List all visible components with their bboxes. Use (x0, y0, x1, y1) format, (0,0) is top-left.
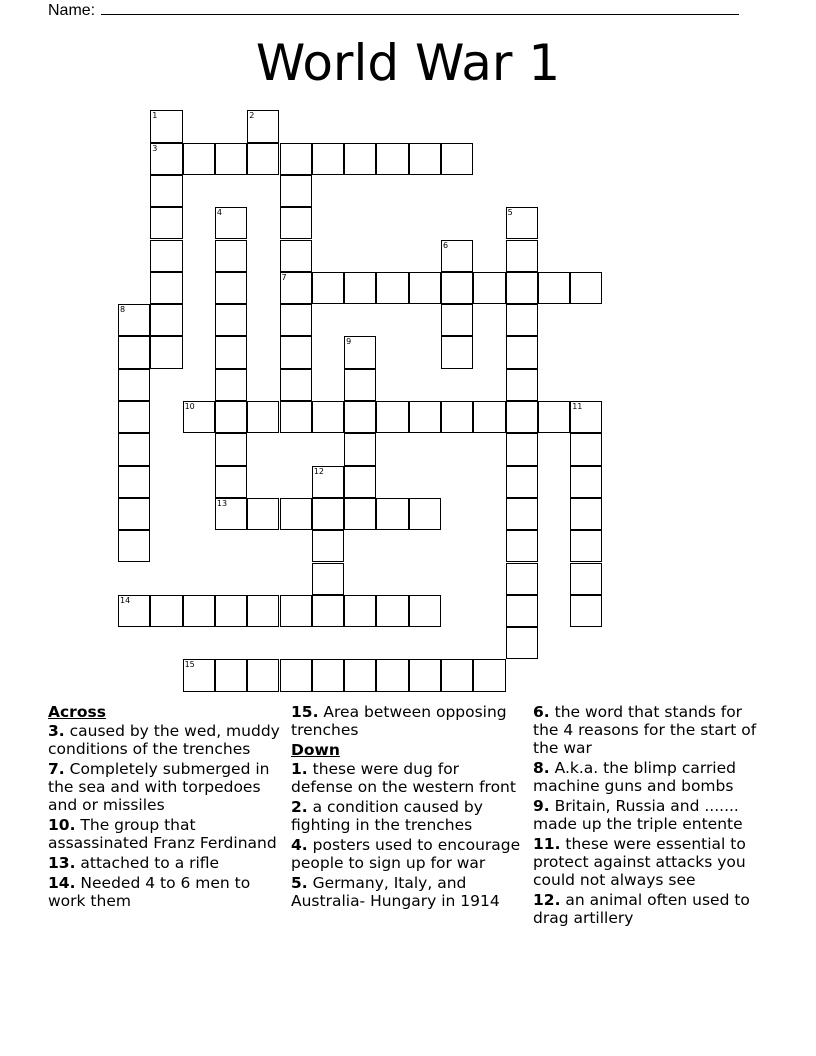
crossword-cell[interactable] (312, 401, 344, 433)
crossword-cell[interactable] (441, 143, 473, 175)
crossword-cell[interactable] (506, 627, 538, 659)
down-clue-4 (291, 836, 523, 872)
crossword-cell[interactable] (344, 466, 376, 498)
crossword-cell[interactable] (506, 530, 538, 562)
crossword-cell[interactable] (150, 304, 182, 336)
crossword-cell[interactable] (183, 659, 215, 691)
clue-text: caused by the wed, muddy conditions of the trenches (48, 722, 280, 758)
cell-number: 11 (572, 402, 583, 411)
crossword-cell[interactable] (312, 563, 344, 595)
down-clue-12 (533, 891, 768, 927)
crossword-cell[interactable] (150, 336, 182, 368)
clue-number: 2. (291, 798, 308, 816)
down-clue-6 (533, 703, 768, 757)
crossword-cell[interactable] (506, 369, 538, 401)
across-clue-10 (48, 816, 288, 852)
crossword-cell[interactable] (280, 240, 312, 272)
clue-text: A.k.a. the blimp carried machine guns and bombs (533, 759, 736, 795)
cell-number: 15 (184, 660, 195, 670)
crossword-cell[interactable] (570, 498, 602, 530)
crossword-cell[interactable] (215, 466, 247, 498)
crossword-cell[interactable] (118, 530, 150, 562)
crossword-cell[interactable] (215, 143, 247, 175)
crossword-cell[interactable] (247, 110, 279, 142)
cell-number: 2 (249, 111, 255, 121)
crossword-cell[interactable] (280, 401, 312, 433)
crossword-cell[interactable] (312, 659, 344, 691)
crossword-cell[interactable] (570, 401, 602, 433)
clue-text: Britain, Russia and ....... made up the triple entente (533, 797, 743, 833)
crossword-cell[interactable] (215, 401, 247, 433)
across-heading: Across (48, 703, 106, 721)
across-clue-14 (48, 874, 288, 910)
crossword-cell[interactable] (570, 530, 602, 562)
crossword-cell[interactable] (312, 466, 344, 498)
crossword-cell[interactable] (118, 304, 150, 336)
clue-number: 15. (291, 703, 319, 721)
clue-number: 14. (48, 874, 76, 892)
crossword-cell[interactable] (312, 143, 344, 175)
crossword-cell[interactable] (150, 175, 182, 207)
crossword-cell[interactable] (215, 336, 247, 368)
crossword-cell[interactable] (441, 304, 473, 336)
crossword-cell[interactable] (506, 433, 538, 465)
crossword-cell[interactable] (473, 659, 505, 691)
crossword-cell[interactable] (280, 369, 312, 401)
cell-number: 6 (443, 240, 449, 250)
cell-number: 13 (216, 498, 228, 508)
clue-number: 13. (48, 854, 76, 872)
crossword-cell[interactable] (150, 143, 182, 175)
crossword-cell[interactable] (280, 304, 312, 336)
clue-text: a condition caused by fighting in the trenches (291, 798, 483, 834)
crossword-cell[interactable] (150, 595, 182, 627)
crossword-cell[interactable] (441, 240, 473, 272)
crossword-cell[interactable] (280, 272, 312, 304)
crossword-cell[interactable] (280, 595, 312, 627)
clue-number: 8. (533, 759, 550, 777)
down-clue-8 (533, 759, 768, 795)
crossword-cell[interactable] (344, 143, 376, 175)
crossword-cell[interactable] (215, 240, 247, 272)
clue-number: 12. (533, 891, 561, 909)
across-clue-7 (48, 760, 288, 814)
crossword-cell[interactable] (280, 498, 312, 530)
crossword-cell[interactable] (280, 659, 312, 691)
crossword-cell[interactable] (150, 207, 182, 239)
crossword-cell[interactable] (506, 401, 538, 433)
crossword-cell[interactable] (506, 304, 538, 336)
crossword-cell[interactable] (344, 369, 376, 401)
clue-number: 3. (48, 722, 65, 740)
cell-number: 8 (120, 305, 126, 315)
crossword-cell[interactable] (506, 272, 538, 304)
cell-number: 12 (313, 466, 324, 476)
down-clue-11 (533, 835, 768, 889)
crossword-cell[interactable] (506, 595, 538, 627)
crossword-cell[interactable] (247, 659, 279, 691)
crossword-cell[interactable] (344, 433, 376, 465)
across-clue-15 (291, 703, 523, 739)
down-heading: Down (291, 741, 340, 759)
cell-number: 4 (216, 208, 222, 218)
crossword-cell[interactable] (215, 304, 247, 336)
crossword-cell[interactable] (247, 498, 279, 530)
crossword-cell[interactable] (409, 659, 441, 691)
crossword-cell[interactable] (280, 175, 312, 207)
crossword-cell[interactable] (118, 595, 150, 627)
clue-text: Completely submerged in the sea and with torpedoes and or missiles (48, 760, 270, 814)
clue-number: 11. (533, 835, 561, 853)
clue-number: 6. (533, 703, 550, 721)
clue-number: 7. (48, 760, 65, 778)
crossword-cell[interactable] (344, 595, 376, 627)
crossword-cell[interactable] (215, 369, 247, 401)
clue-text: The group that assassinated Franz Ferdinand (48, 816, 277, 852)
crossword-cell[interactable] (344, 336, 376, 368)
crossword-cell[interactable] (183, 143, 215, 175)
clue-text: posters used to encourage people to sign up for war (291, 836, 521, 872)
crossword-cell[interactable] (441, 272, 473, 304)
crossword-cell[interactable] (280, 207, 312, 239)
crossword-cell[interactable] (247, 143, 279, 175)
cell-number: 9 (346, 337, 352, 347)
across-clue-13 (48, 854, 288, 872)
crossword-cell[interactable] (473, 272, 505, 304)
clue-number: 4. (291, 836, 308, 854)
crossword-cell[interactable] (215, 272, 247, 304)
crossword-cell[interactable] (441, 401, 473, 433)
down-clue-1 (291, 760, 523, 796)
crossword-cell[interactable] (538, 272, 570, 304)
crossword-cell[interactable] (150, 240, 182, 272)
clue-text: an animal often used to drag artillery (533, 891, 750, 927)
crossword-cell[interactable] (376, 143, 408, 175)
crossword-cell[interactable] (215, 207, 247, 239)
crossword-cell[interactable] (118, 433, 150, 465)
crossword-cell[interactable] (506, 207, 538, 239)
crossword-cell[interactable] (409, 272, 441, 304)
crossword-cell[interactable] (118, 498, 150, 530)
crossword-cell[interactable] (570, 595, 602, 627)
crossword-cell[interactable] (376, 272, 408, 304)
crossword-cell[interactable] (570, 272, 602, 304)
crossword-cell[interactable] (247, 401, 279, 433)
crossword-cell[interactable] (312, 530, 344, 562)
crossword-cell[interactable] (570, 563, 602, 595)
crossword-cell[interactable] (183, 401, 215, 433)
crossword-cell[interactable] (280, 336, 312, 368)
crossword-cell[interactable] (441, 336, 473, 368)
crossword-cell[interactable] (570, 466, 602, 498)
across-clue-3 (48, 722, 288, 758)
crossword-cell[interactable] (215, 433, 247, 465)
crossword-cell[interactable] (506, 563, 538, 595)
crossword-cell[interactable] (215, 498, 247, 530)
crossword-cell[interactable] (506, 466, 538, 498)
clue-number: 1. (291, 760, 308, 778)
clue-text: these were dug for defense on the western front (291, 760, 516, 796)
clue-text: these were essential to protect against attacks you could not always see (533, 835, 746, 889)
crossword-cell[interactable] (409, 498, 441, 530)
crossword-cell[interactable] (280, 143, 312, 175)
clue-number: 5. (291, 874, 308, 892)
crossword-cell[interactable] (118, 369, 150, 401)
clue-column-3 (533, 703, 768, 929)
crossword-cell[interactable] (118, 401, 150, 433)
crossword-cell[interactable] (247, 595, 279, 627)
cell-number: 3 (152, 143, 158, 153)
clue-text: Needed 4 to 6 men to work them (48, 874, 251, 910)
clue-column-1 (48, 703, 288, 912)
name-label: Name: (48, 2, 96, 19)
crossword-cell[interactable] (376, 401, 408, 433)
crossword-cell[interactable] (150, 272, 182, 304)
crossword-cell[interactable] (183, 595, 215, 627)
down-clue-9 (533, 797, 768, 833)
page-title: World War 1 (255, 34, 561, 92)
clue-text: the word that stands for the 4 reasons for the start of the war (533, 703, 757, 757)
clue-text: Germany, Italy, and Australia- Hungary in 1914 (291, 874, 500, 910)
crossword-cell[interactable] (538, 401, 570, 433)
crossword-cell[interactable] (344, 659, 376, 691)
crossword-cell[interactable] (312, 272, 344, 304)
crossword-cell[interactable] (150, 110, 182, 142)
clue-number: 10. (48, 816, 76, 834)
crossword-cell[interactable] (506, 240, 538, 272)
crossword-cell[interactable] (344, 401, 376, 433)
crossword-cell[interactable] (409, 143, 441, 175)
crossword-cell[interactable] (118, 336, 150, 368)
crossword-cell[interactable] (376, 498, 408, 530)
crossword-cell[interactable] (376, 595, 408, 627)
crossword-cell[interactable] (409, 401, 441, 433)
crossword-cell[interactable] (376, 659, 408, 691)
cell-number: 1 (152, 111, 158, 121)
cell-number: 10 (184, 402, 195, 411)
down-clue-2 (291, 798, 523, 834)
cell-number: 7 (281, 272, 287, 282)
clue-number: 9. (533, 797, 550, 815)
crossword-cell[interactable] (570, 433, 602, 465)
clue-column-2 (291, 703, 523, 912)
crossword-cell[interactable] (441, 659, 473, 691)
crossword-cell[interactable] (118, 466, 150, 498)
crossword-cell[interactable] (506, 498, 538, 530)
cell-number: 14 (120, 595, 131, 605)
clue-text: Area between opposing trenches (291, 703, 507, 739)
crossword-cell[interactable] (506, 336, 538, 368)
crossword-cell[interactable] (215, 595, 247, 627)
crossword-cell[interactable] (473, 401, 505, 433)
clue-text: attached to a rifle (80, 854, 220, 872)
crossword-cell[interactable] (312, 498, 344, 530)
cell-number: 5 (507, 208, 513, 218)
crossword-cell[interactable] (215, 659, 247, 691)
down-clue-5 (291, 874, 523, 910)
crossword-cell[interactable] (409, 595, 441, 627)
crossword-cell[interactable] (344, 498, 376, 530)
crossword-cell[interactable] (344, 272, 376, 304)
crossword-cell[interactable] (312, 595, 344, 627)
